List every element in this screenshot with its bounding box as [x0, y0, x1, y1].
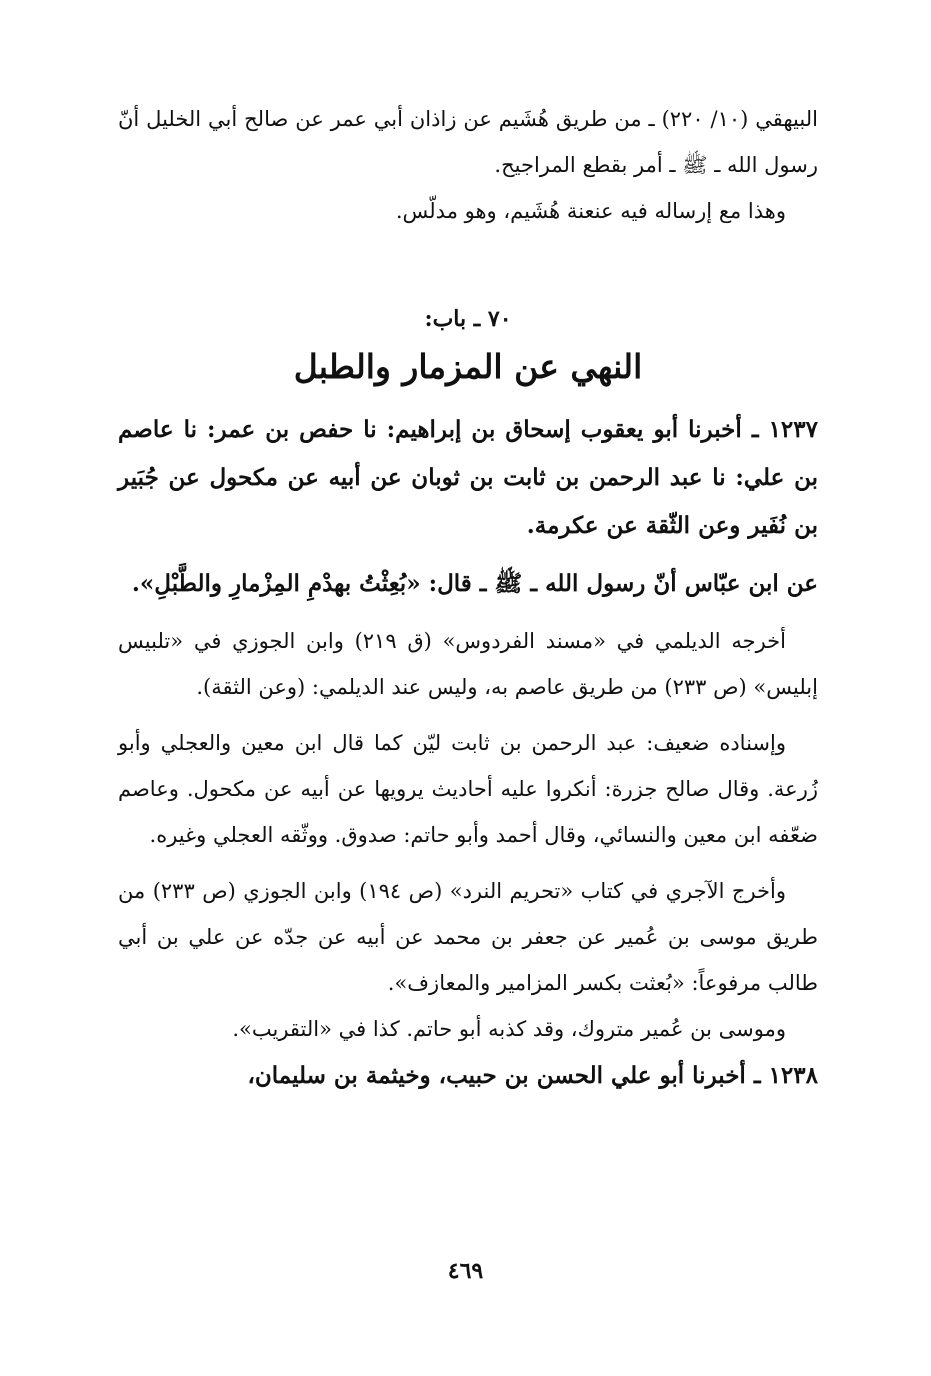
hadith-1237-isnad: ١٢٣٧ ـ أخبرنا أبو يعقوب إسحاق بن إبراهيم: نا حفص بن عمر: نا عاصم بن علي: نا عبد الرحمن بن ثابت بن ثوبان عن أبيه عن مكحول عن جُبَير بن نُفَير وعن الثّقة عن عكرمة. — [118, 416, 818, 539]
top-note-paragraph: البيهقي (١٠/ ٢٢٠) ـ من طريق هُشَيم عن زاذان أبي عمر عن صالح أبي الخليل أنّ رسول الله ـ ﷺ ـ أمر بقطع المراجيح. — [118, 107, 818, 177]
page-number: ٤٦٩ — [447, 1258, 484, 1284]
hadith-1238-isnad: ١٢٣٨ ـ أخبرنا أبو علي الحسن بن حبيب، وخيثمة بن سليمان، — [247, 1062, 818, 1089]
chapter-heading — [118, 300, 818, 396]
chapter-title: النهي عن المزمار والطبل — [293, 347, 643, 386]
top-note-comment: وهذا مع إرساله فيه عنعنة هُشَيم، وهو مدلّس. — [395, 199, 786, 223]
hadith-1237-matn: عن ابن عبّاس أنّ رسول الله ـ ﷺ ـ قال: «بُعِثْتُ بهدْمِ المِزْمارِ والطَّبْلِ». — [131, 570, 818, 597]
takhrij-paragraph-1: أخرجه الديلمي في «مسند الفردوس» (ق ٢١٩) وابن الجوزي في «تلبيس إبليس» (ص ٢٣٣) من طريق عاصم به، وليس عند الديلمي: (وعن الثقة). — [118, 629, 818, 699]
chapter-number: ٧٠ ـ باب: — [424, 306, 512, 332]
takhrij-paragraph-2: وإسناده ضعيف: عبد الرحمن بن ثابت ليّن كما قال ابن معين والعجلي وأبو زُرعة. وقال صالح جزرة: أنكروا عليه أحاديث يرويها عن أبيه عن مكحول. وعاصم ضعّفه ابن معين والنسائي، وقال أحمد وأبو حاتم: صدوق. ووثّقه العجلي وغيره. — [118, 731, 818, 847]
takhrij-paragraph-4: وموسى بن عُمير متروك، وقد كذبه أبو حاتم. كذا في «التقريب». — [232, 1017, 786, 1041]
page-body — [118, 96, 818, 1100]
takhrij-paragraph-3: وأخرج الآجري في كتاب «تحريم النرد» (ص ١٩٤) وابن الجوزي (ص ٢٣٣) من طريق موسى بن عُمير عن جعفر بن محمد عن أبيه عن جدّه عن علي بن أبي طالب مرفوعاً: «بُعثت بكسر المزامير والمعازف». — [118, 879, 818, 995]
